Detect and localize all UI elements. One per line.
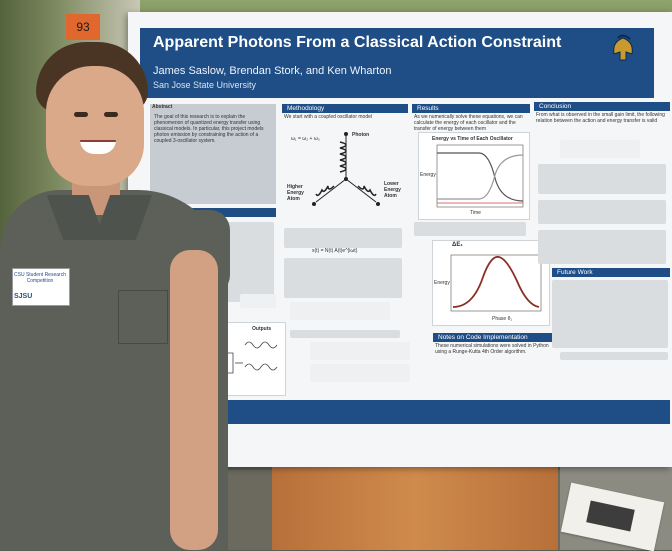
poster-authors: James Saslow, Brendan Stork, and Ken Wharton (153, 65, 392, 77)
plot1-ylabel: Energy (420, 172, 436, 178)
conclusion-paragraph-2 (538, 200, 666, 224)
conclusion-header: Conclusion (534, 102, 670, 111)
person-eye-right (104, 112, 118, 117)
results-paragraph-2 (414, 222, 526, 236)
photon-label: Photon (352, 132, 370, 138)
equation-of-motion-2 (310, 364, 410, 382)
conclusion-paragraph-1 (538, 164, 666, 194)
plot1-xlabel: Time (470, 210, 481, 216)
abstract-heading: Abstract (152, 104, 173, 110)
person-face (46, 66, 144, 186)
person-eye-left (74, 112, 88, 117)
badge-logo: SJSU (14, 293, 33, 300)
energy-phase-svg (433, 241, 549, 325)
equation-sum: ω₁ = ω₂ + ω₃ (291, 136, 320, 142)
equations-of-motion-text (290, 330, 400, 338)
conclusion-paragraph-3 (538, 230, 666, 264)
plot2-ylabel: Energy (434, 280, 450, 286)
poster-number-tag: 93 (66, 14, 100, 40)
badge-org-text: CSU Student Research Competition (14, 272, 66, 284)
methodology-header: Methodology (282, 104, 408, 113)
outputs-label: Outputs (252, 326, 272, 332)
results-header: Results (412, 104, 530, 113)
poster-title: Apparent Photons From a Classical Action Constraint (153, 34, 562, 51)
poster-footer-bar (210, 400, 670, 424)
easel-board (272, 455, 558, 550)
notes-header: Notes on Code Implementation (433, 333, 555, 342)
spartan-logo-icon (610, 34, 636, 62)
conclusion-equation (560, 140, 640, 158)
methodology-list (284, 258, 402, 298)
conclusion-text: From what is observed in the small gain limit, the following relation between the action and energy transfer is valid (536, 112, 665, 124)
methodology-text: We start with a coupled oscillator model (284, 114, 373, 120)
future-work-header: Future Work (552, 268, 670, 277)
future-work-text (552, 280, 668, 348)
person-pocket (118, 290, 168, 344)
lagrangian-equation (290, 302, 390, 320)
equation-envelope: x(t) = N(t) A(t)e^{iωt} (312, 248, 358, 254)
poster-affiliation: San Jose State University (153, 80, 257, 90)
methodology-paragraph (284, 228, 402, 248)
higher-energy-atom-label: Higher Energy Atom (287, 184, 304, 202)
results-text: As we numerically solve these equations, we can calculate the energy of each oscillator and the transfer of energy between them (414, 114, 523, 132)
acknowledgement-text (560, 352, 668, 360)
person-arm (170, 250, 218, 550)
intro-equation (240, 294, 276, 308)
lower-energy-atom-label: Lower Energy Atom (384, 181, 401, 199)
equation-of-motion-1 (310, 342, 410, 360)
abstract-text: The goal of this research is to explain the phenomenon of quantized energy transfer using classical models. In particular, this project models photon emission by constraining the action of a coupled 3-oscillator system. (154, 114, 264, 144)
plot1-title: Energy vs Time of Each Oscillator (432, 136, 513, 142)
notes-text: These numerical simulations were solved in Python using a Runge-Kutta 4th Order algorithm. (435, 343, 549, 355)
plot2-xlabel: Phase θ₁ (492, 316, 513, 322)
plot2-delta-label: ΔE₁ (452, 242, 463, 248)
